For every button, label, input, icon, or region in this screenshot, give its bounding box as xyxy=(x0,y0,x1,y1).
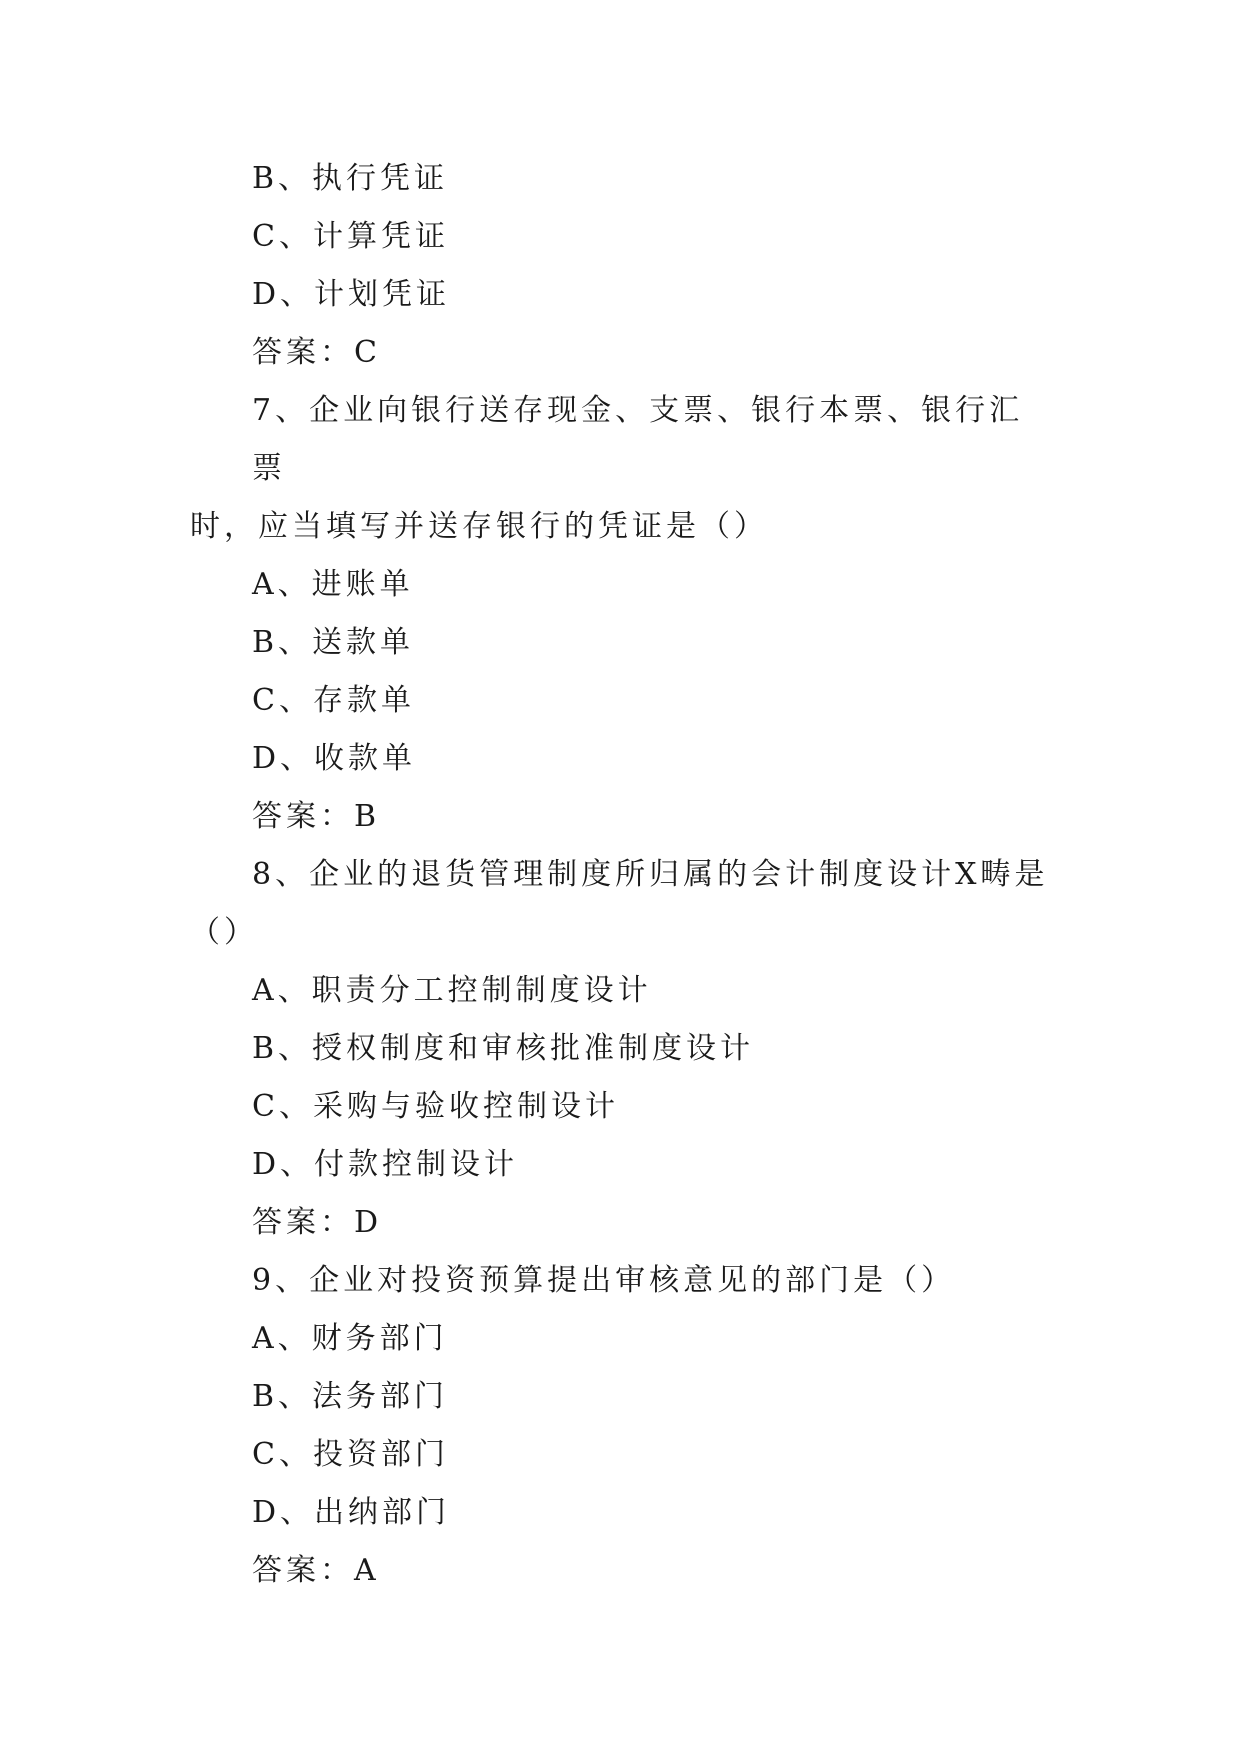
option-line: B、授权制度和审核批准制度设计 xyxy=(252,1031,755,1066)
question-line: 7、企业向银行送存现金、支票、银行本票、银行汇票 xyxy=(252,393,1024,486)
option-line: C、计算凭证 xyxy=(252,219,449,254)
option-line: C、采购与验收控制设计 xyxy=(252,1089,619,1124)
answer-line: 答案：B xyxy=(252,799,381,834)
option-line: B、执行凭证 xyxy=(252,161,449,196)
question-line: 9、企业对投资预算提出审核意见的部门是（） xyxy=(252,1263,956,1298)
option-line: D、出纳部门 xyxy=(252,1495,451,1530)
option-line: B、送款单 xyxy=(252,625,415,660)
option-line: D、付款控制设计 xyxy=(252,1147,519,1182)
answer-line: 答案：C xyxy=(252,335,381,370)
option-line: D、收款单 xyxy=(252,741,417,776)
question-continuation-line: 时，应当填写并送存银行的凭证是（） xyxy=(190,509,768,544)
question-line: 8、企业的退货管理制度所归属的会计制度设计X畴是 xyxy=(252,857,1049,892)
option-line: C、存款单 xyxy=(252,683,415,718)
answer-line: 答案：A xyxy=(252,1553,380,1588)
option-line: A、职责分工控制制度设计 xyxy=(252,973,652,1008)
option-line: A、进账单 xyxy=(252,567,414,602)
option-line: C、投资部门 xyxy=(252,1437,449,1472)
option-line: A、财务部门 xyxy=(252,1321,448,1356)
answer-line: 答案：D xyxy=(252,1205,383,1240)
question-continuation-line: （） xyxy=(190,915,258,950)
option-line: B、法务部门 xyxy=(252,1379,449,1414)
option-line: D、计划凭证 xyxy=(252,277,451,312)
